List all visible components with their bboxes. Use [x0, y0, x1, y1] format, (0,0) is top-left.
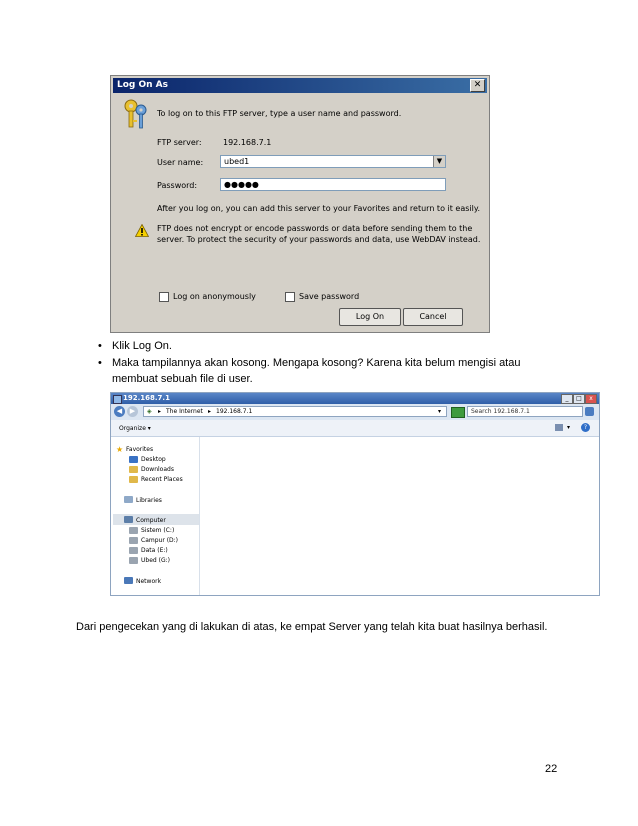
maximize-icon[interactable]: □: [573, 394, 585, 404]
password-value: ●●●●●: [224, 180, 259, 189]
computer-icon: [124, 516, 133, 523]
bullet-text-1: Klik Log On.: [112, 340, 172, 352]
anonymous-label: Log on anonymously: [173, 292, 256, 301]
nav-favorites[interactable]: Favorites: [126, 446, 154, 453]
drive-icon: [129, 557, 138, 564]
nav-libraries[interactable]: Libraries: [136, 497, 162, 504]
explorer-title: 192.168.7.1: [123, 394, 170, 402]
bullet-marker: •: [98, 357, 102, 369]
organize-button[interactable]: Organize ▾: [119, 425, 151, 432]
chevron-down-icon[interactable]: ▾: [438, 408, 442, 415]
password-label: Password:: [157, 181, 198, 190]
minimize-icon[interactable]: _: [561, 394, 573, 404]
bullet-marker: •: [98, 340, 102, 352]
nav-computer[interactable]: Computer: [136, 517, 166, 524]
desktop-icon: [129, 456, 138, 463]
drive-icon: [129, 537, 138, 544]
nav-downloads[interactable]: Downloads: [141, 466, 174, 473]
save-password-checkbox[interactable]: [285, 292, 295, 302]
globe-icon: ◈: [147, 408, 152, 415]
server-label: FTP server:: [157, 138, 202, 147]
nav-network[interactable]: Network: [136, 578, 162, 585]
drive-icon: [129, 547, 138, 554]
back-arrow-icon[interactable]: ◀: [114, 406, 125, 417]
username-label: User name:: [157, 158, 204, 167]
address-separator: ▸: [208, 408, 212, 415]
drive-icon: [129, 527, 138, 534]
content-pane[interactable]: [200, 437, 599, 596]
nav-recent-places[interactable]: Recent Places: [141, 476, 183, 483]
search-placeholder: Search 192.168.7.1: [471, 408, 530, 415]
command-bar: [111, 420, 599, 437]
cancel-button[interactable]: Cancel: [403, 308, 463, 326]
search-icon[interactable]: [585, 407, 594, 416]
chevron-down-icon[interactable]: ▾: [567, 424, 571, 431]
close-icon[interactable]: ✕: [470, 79, 485, 92]
nav-desktop[interactable]: Desktop: [141, 456, 166, 463]
favorites-star-icon: ★: [116, 445, 124, 454]
view-icon[interactable]: [555, 424, 563, 431]
refresh-icon[interactable]: [451, 407, 465, 418]
warning-icon: [135, 224, 149, 237]
chevron-down-icon[interactable]: ▼: [433, 156, 445, 167]
log-on-button[interactable]: Log On: [339, 308, 401, 326]
forward-arrow-icon[interactable]: ▶: [127, 406, 138, 417]
downloads-icon: [129, 466, 138, 473]
username-value: ubed1: [224, 157, 250, 166]
libraries-icon: [124, 496, 133, 503]
search-input[interactable]: [467, 406, 583, 417]
close-icon[interactable]: x: [585, 394, 597, 404]
address-bar-row: [111, 404, 599, 420]
server-value: 192.168.7.1: [223, 138, 272, 147]
intro-text: To log on to this FTP server, type a user name and password.: [157, 109, 402, 118]
save-password-label: Save password: [299, 292, 360, 301]
address-root[interactable]: The Internet: [166, 408, 203, 415]
navigation-pane: [111, 437, 200, 596]
nav-drive-e[interactable]: Data (E:): [141, 547, 168, 554]
explorer-titlebar: [111, 393, 599, 404]
keys-icon: [123, 98, 149, 132]
window-icon: [113, 395, 122, 404]
password-field[interactable]: [220, 178, 446, 191]
username-combo[interactable]: [220, 155, 446, 168]
nav-drive-d[interactable]: Campur (D:): [141, 537, 179, 544]
recent-places-icon: [129, 476, 138, 483]
bullet-text-2: Maka tampilannya akan kosong. Mengapa kosong? Karena kita belum mengisi atau: [112, 357, 521, 369]
anonymous-checkbox[interactable]: [159, 292, 169, 302]
help-icon[interactable]: ?: [581, 423, 590, 432]
page-number: 22: [545, 763, 558, 775]
address-input[interactable]: [143, 406, 447, 417]
nav-drive-g[interactable]: Ubed (G:): [141, 557, 170, 564]
warning-line-1: FTP does not encrypt or encode passwords or data before sending them to the: [157, 224, 473, 233]
network-icon: [124, 577, 133, 584]
after-logon-text: After you log on, you can add this server to your Favorites and return to it easily.: [157, 204, 480, 213]
nav-drive-c[interactable]: Sistem (C:): [141, 527, 175, 534]
dialog-titlebar: [113, 78, 487, 93]
address-separator: ▸: [158, 408, 162, 415]
explorer-window: [110, 392, 600, 596]
address-path[interactable]: 192.168.7.1: [216, 408, 253, 415]
bullet-text-2-cont: membuat sebuah file di user.: [112, 373, 253, 385]
log-on-dialog: [110, 75, 490, 333]
dialog-title: Log On As: [117, 80, 169, 90]
warning-line-2: server. To protect the security of your passwords and data, use WebDAV instead.: [157, 235, 481, 244]
closing-paragraph: Dari pengecekan yang di lakukan di atas, ke empat Server yang telah kita buat hasilnya berhasil.: [76, 621, 548, 633]
